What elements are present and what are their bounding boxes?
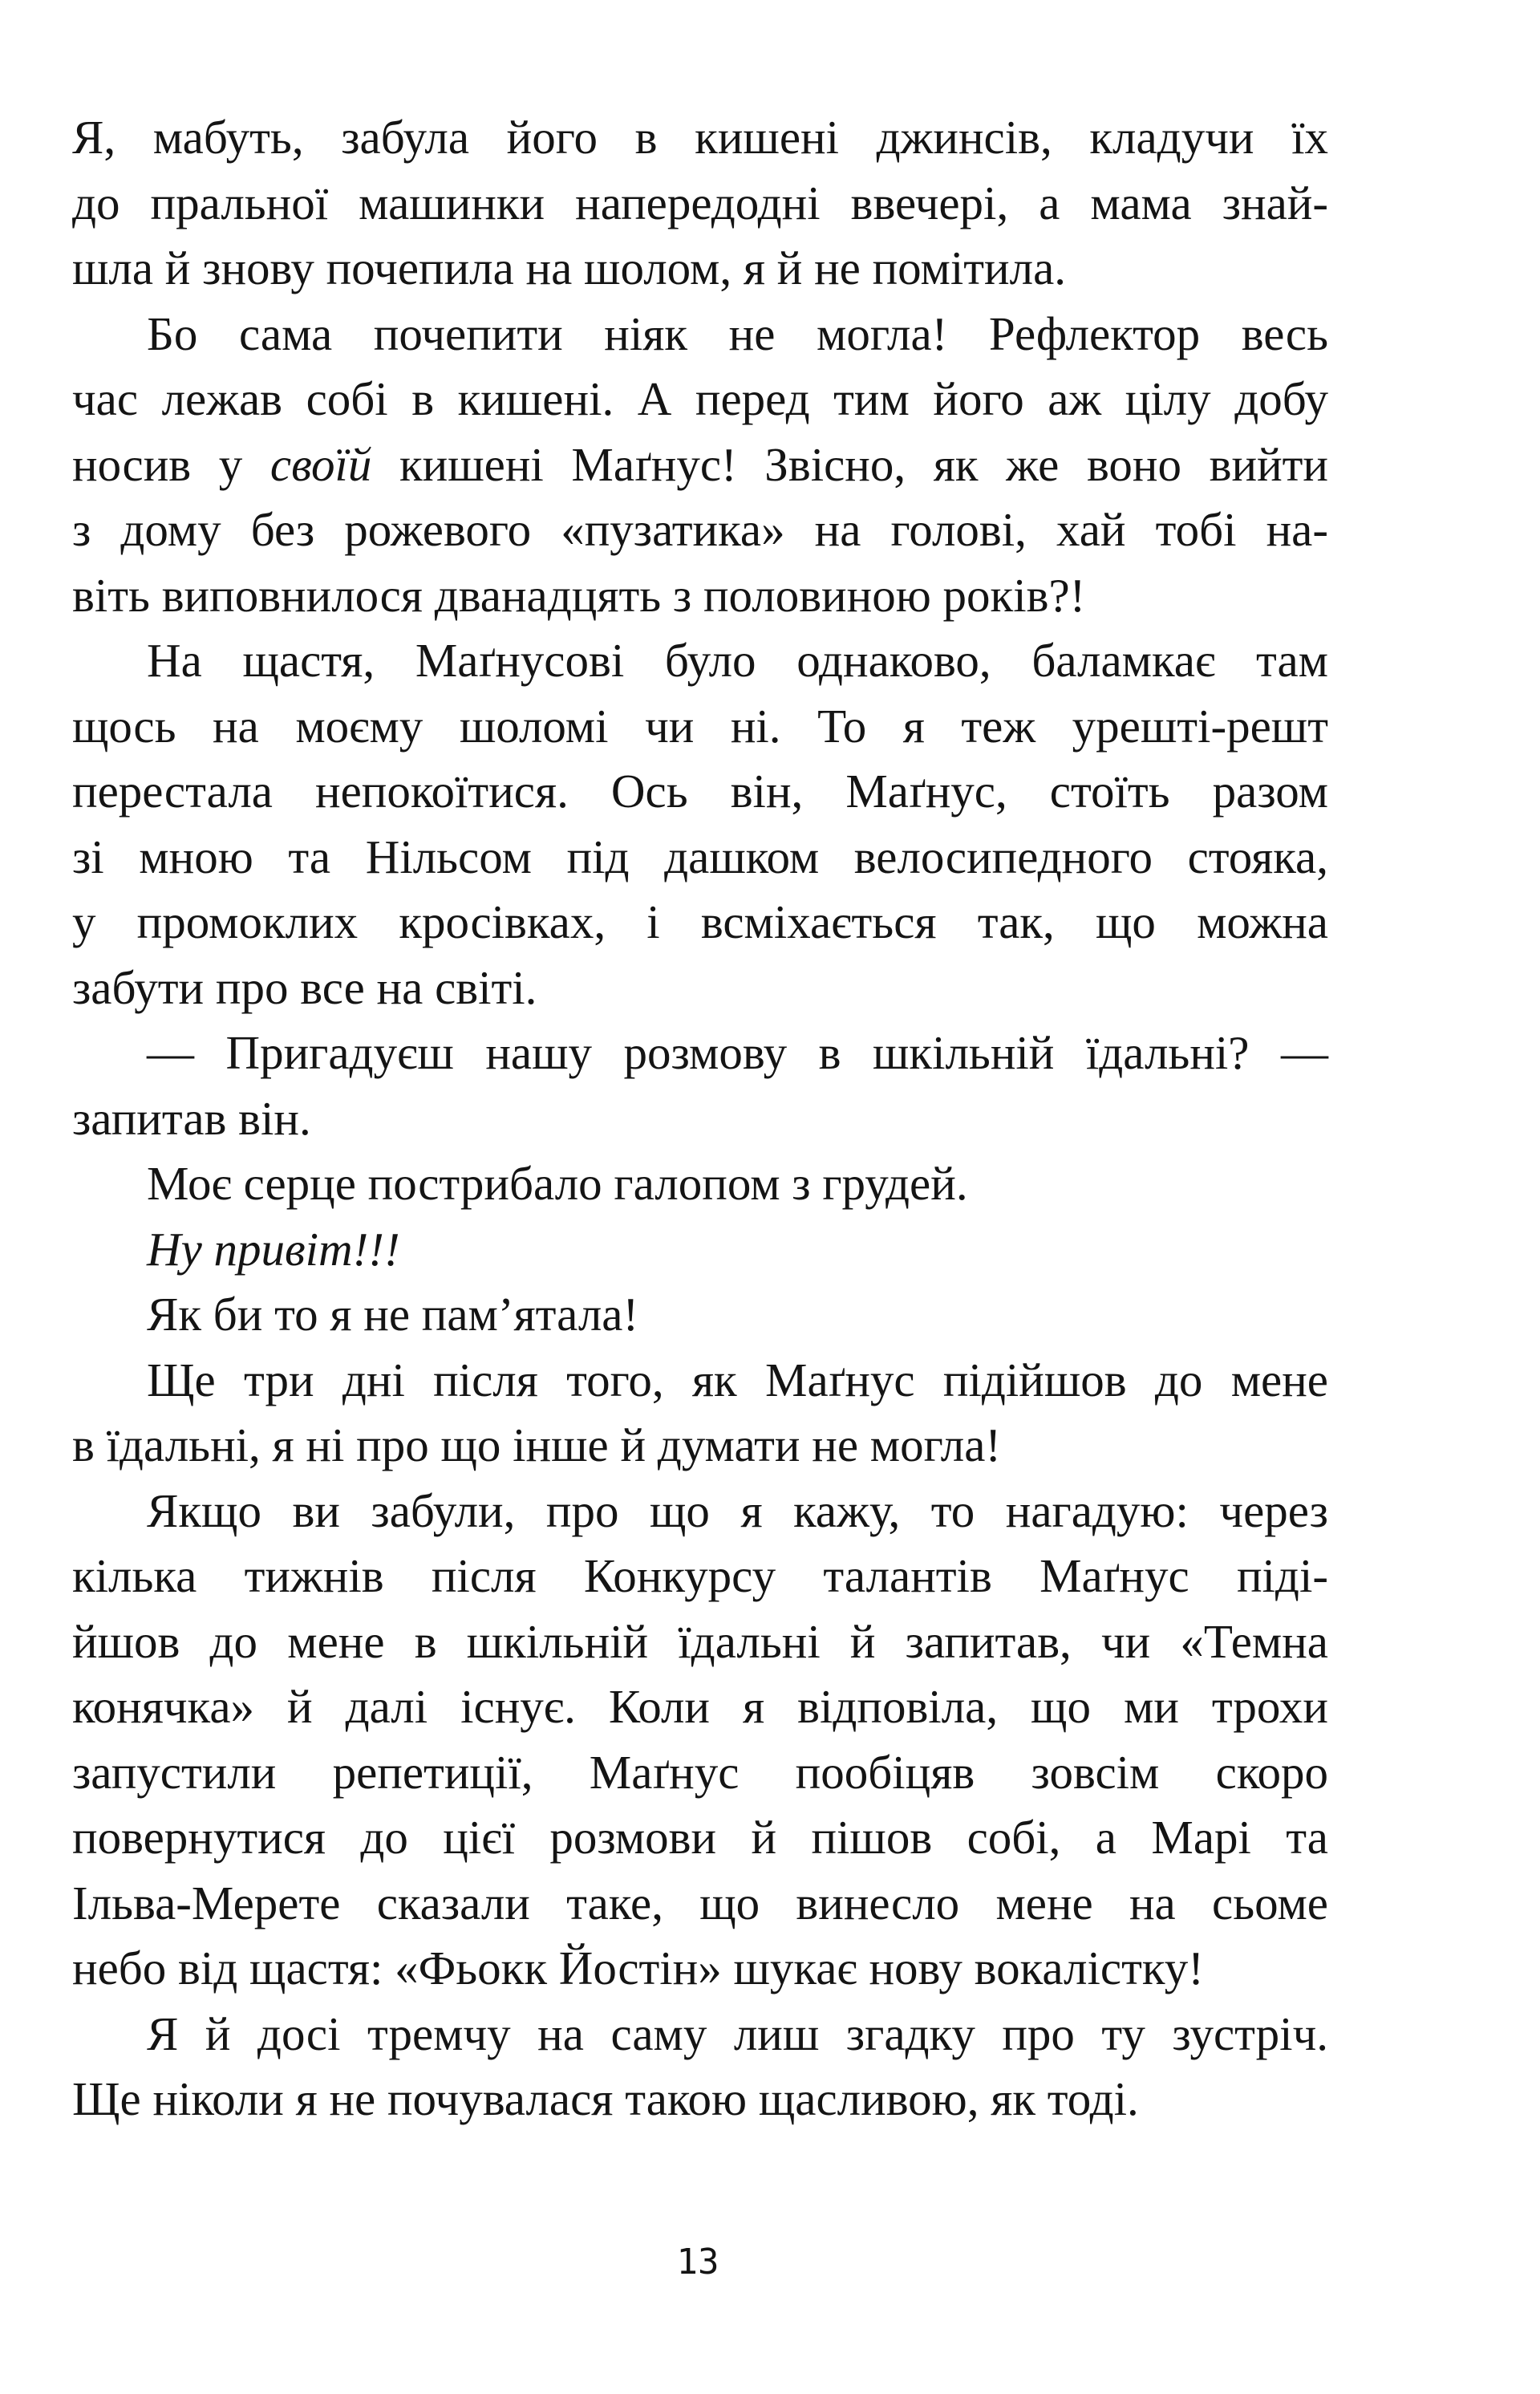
- text-line: [72, 1282, 1328, 1348]
- text-line: [72, 1674, 1328, 1740]
- body-text: [72, 105, 1328, 2132]
- text-segment: На щастя, Маґнусові було однаково, баламкає там: [147, 634, 1328, 687]
- text-line: [72, 1086, 1328, 1152]
- text-line: [72, 694, 1328, 760]
- text-segment: час лежав собі в кишені. А перед тим його аж цілу добу: [72, 372, 1328, 425]
- text-segment: Ільва-Мерете сказали таке, що винесло мене на сьоме: [72, 1876, 1328, 1929]
- text-line: [72, 1479, 1328, 1544]
- text-line: [72, 171, 1328, 237]
- text-segment: кишені Маґнус! Звісно, як же воно вийти: [371, 437, 1328, 491]
- page-number: 13: [676, 2242, 719, 2282]
- text-line: [72, 1413, 1328, 1479]
- text-line: [72, 497, 1328, 563]
- text-line: [72, 2067, 1328, 2132]
- text-segment: зі мною та Нільсом під дашком велосипедного стояка,: [72, 830, 1328, 883]
- text-line: [72, 825, 1328, 891]
- text-segment: Як би то я не пам’ятала!: [147, 1288, 639, 1341]
- text-segment: — Пригадуєш нашу розмову в шкільній їдальні? —: [147, 1026, 1328, 1079]
- text-segment: з дому без рожевого «пузатика» на голові, хай тобі на-: [72, 503, 1328, 556]
- text-line: [72, 367, 1328, 432]
- text-line: [72, 628, 1328, 694]
- text-segment: конячка» й далі існує. Коли я відповіла, що ми трохи: [72, 1680, 1328, 1733]
- text-segment: в їдальні, я ні про що інше й думати не могла!: [72, 1418, 1002, 1471]
- text-segment: віть виповнилося дванадцять з половиною років?!: [72, 568, 1086, 622]
- text-segment: перестала непокоїтися. Ось він, Маґнус, стоїть разом: [72, 765, 1328, 818]
- text-segment: Я, мабуть, забула його в кишені джинсів, кладучи їх: [72, 111, 1328, 164]
- text-segment: носив у: [72, 437, 270, 491]
- text-line: [72, 890, 1328, 956]
- text-line: [72, 1609, 1328, 1675]
- text-segment: йшов до мене в шкільній їдальні й запитав, чи «Темна: [72, 1614, 1328, 1668]
- italic-text: Ну привіт!!!: [147, 1222, 400, 1276]
- text-segment: небо від щастя: «Фьокк Йостін» шукає нову вокалістку!: [72, 1942, 1204, 1994]
- text-line: [72, 1740, 1328, 1806]
- text-line: [72, 1217, 1328, 1283]
- text-segment: кілька тижнів після Конкурсу талантів Маґнус піді-: [72, 1549, 1328, 1602]
- text-segment: Бо сама почепити ніяк не могла! Рефлектор весь: [147, 306, 1328, 360]
- text-segment: повернутися до цієї розмови й пішов собі, а Марі та: [72, 1811, 1328, 1864]
- text-line: [72, 1348, 1328, 1414]
- text-segment: у промоклих кросівках, і всміхається так, що можна: [72, 895, 1328, 948]
- text-segment: щось на моєму шоломі чи ні. То я теж урешті-решт: [72, 699, 1328, 753]
- text-segment: Якщо ви забули, про що я кажу, то нагадую: через: [147, 1483, 1328, 1537]
- text-line: [72, 432, 1328, 498]
- text-line: [72, 1936, 1328, 2002]
- text-line: [72, 1020, 1328, 1086]
- text-line: [72, 105, 1328, 171]
- text-line: [72, 1544, 1328, 1609]
- text-line: [72, 1871, 1328, 1937]
- text-segment: запитав він.: [72, 1091, 311, 1145]
- text-segment: запустили репетиції, Маґнус пообіцяв зовсім скоро: [72, 1745, 1328, 1799]
- text-line: [72, 302, 1328, 367]
- text-line: [72, 2002, 1328, 2067]
- text-line: [72, 956, 1328, 1021]
- text-segment: забути про все на світі.: [72, 960, 537, 1014]
- text-line: [72, 1805, 1328, 1871]
- text-segment: Ще ніколи я не почувалася такою щасливою, як тоді.: [72, 2072, 1139, 2125]
- text-line: [72, 759, 1328, 825]
- text-segment: Я й досі тремчу на саму лиш згадку про ту зустріч.: [147, 2006, 1328, 2060]
- text-line: [72, 563, 1328, 629]
- text-segment: до пральної машинки напередодні ввечері, а мама знай-: [72, 176, 1328, 229]
- italic-text: своїй: [270, 437, 372, 491]
- text-line: [72, 236, 1328, 302]
- text-line: [72, 1151, 1328, 1217]
- text-segment: Ще три дні після того, як Маґнус підійшов до мене: [147, 1353, 1328, 1406]
- text-segment: шла й знову почепила на шолом, я й не помітила.: [72, 241, 1066, 294]
- text-segment: Моє серце пострибало галопом з грудей.: [147, 1157, 968, 1210]
